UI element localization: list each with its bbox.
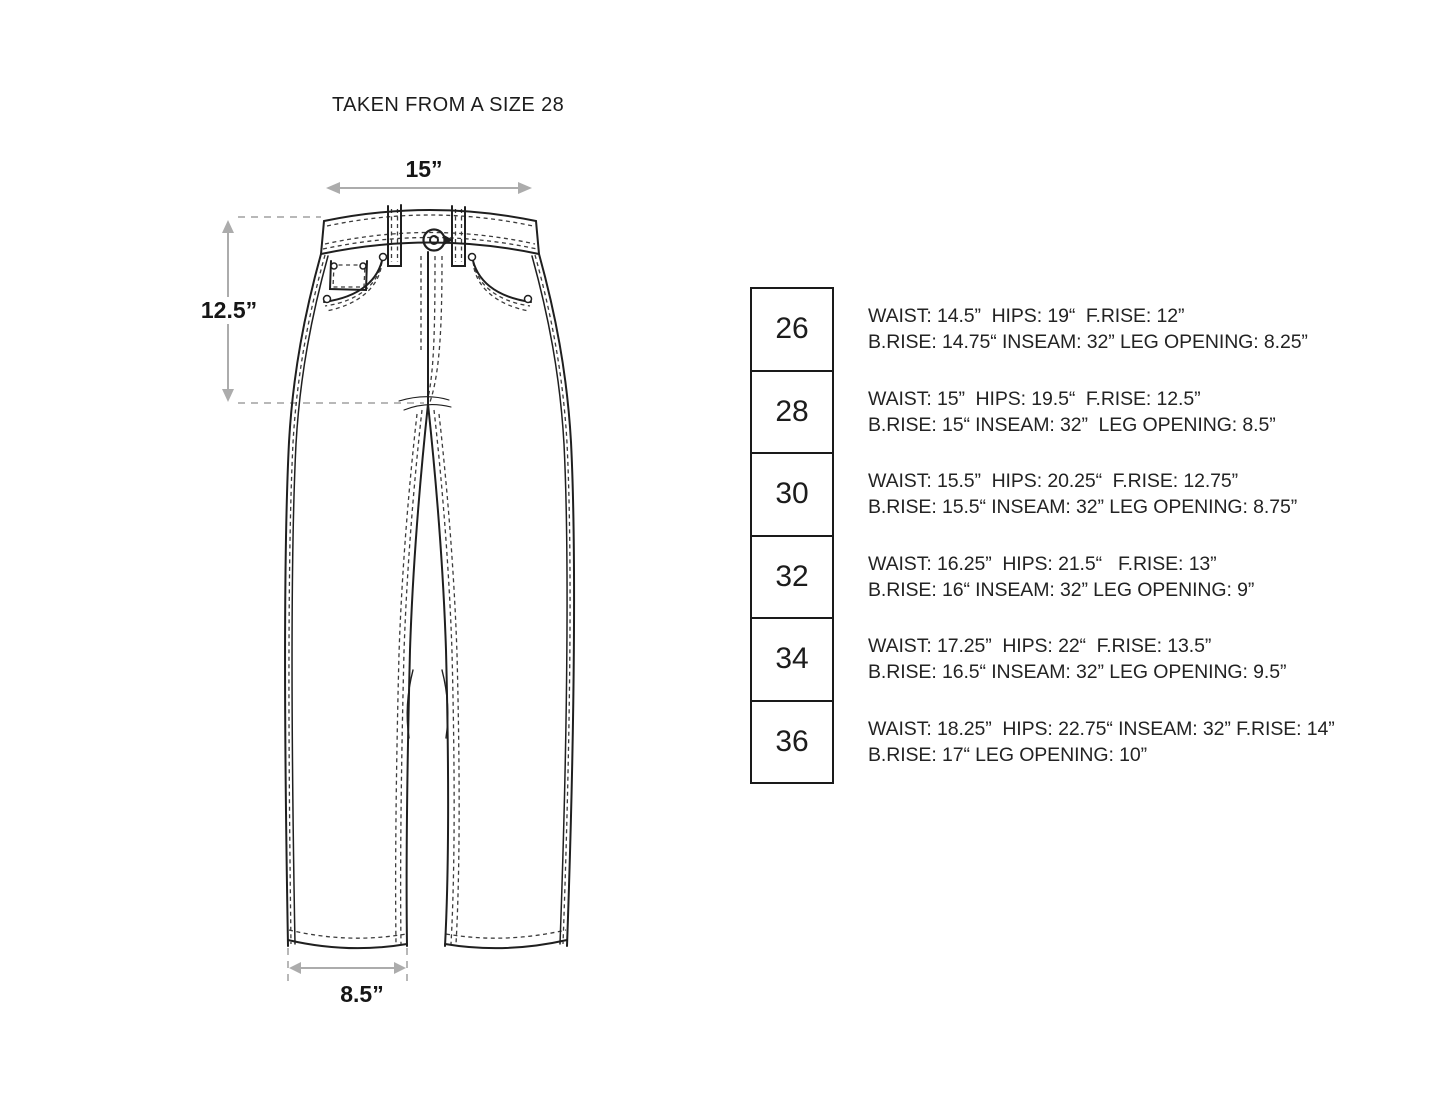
waistband-top xyxy=(324,210,536,221)
size-number: 36 xyxy=(750,700,834,785)
front-pocket-right xyxy=(472,256,531,302)
spec-line-1: WAIST: 15” HIPS: 19.5“ F.RISE: 12.5” xyxy=(868,387,1201,410)
side-seam-left xyxy=(285,254,321,946)
spec-line-2: B.RISE: 16“ INSEAM: 32” LEG OPENING: 9” xyxy=(868,578,1255,601)
spec-line-1: WAIST: 16.25” HIPS: 21.5“ F.RISE: 13” xyxy=(868,552,1217,575)
spec-line-2: B.RISE: 15“ INSEAM: 32” LEG OPENING: 8.5” xyxy=(868,413,1276,436)
size-number: 28 xyxy=(750,370,834,455)
size-specs xyxy=(868,633,1286,685)
size-specs xyxy=(868,386,1276,438)
spec-line-1: WAIST: 17.25” HIPS: 22“ F.RISE: 13.5” xyxy=(868,635,1212,658)
spec-line-1: WAIST: 18.25” HIPS: 22.75“ INSEAM: 32” F.RISE: 14” xyxy=(868,717,1335,740)
spec-line-2: B.RISE: 17“ LEG OPENING: 10” xyxy=(868,743,1147,766)
spec-line-2: B.RISE: 14.75“ INSEAM: 32” LEG OPENING: 8.25” xyxy=(868,331,1308,354)
waist-width-label: 15” xyxy=(405,156,443,182)
table-row xyxy=(750,287,1335,372)
belt-loop xyxy=(388,205,401,266)
table-row xyxy=(750,452,1335,537)
dimension-guides xyxy=(238,217,424,986)
dimension-arrows xyxy=(222,182,532,974)
size-number: 32 xyxy=(750,535,834,620)
size-specs xyxy=(868,551,1254,603)
spec-line-1: WAIST: 15.5” HIPS: 20.25“ F.RISE: 12.75” xyxy=(868,470,1239,493)
size-specs xyxy=(868,303,1308,355)
stitching-lines xyxy=(289,209,570,944)
size-specs xyxy=(868,468,1297,520)
waistband-bottom xyxy=(321,243,539,255)
hem-left xyxy=(288,940,407,948)
table-row xyxy=(750,370,1335,455)
size-specs xyxy=(868,716,1335,768)
page-title: TAKEN FROM A SIZE 28 xyxy=(332,94,565,116)
jeans-outline xyxy=(285,205,574,948)
hem-right xyxy=(445,940,567,948)
spec-line-1: WAIST: 14.5” HIPS: 19“ F.RISE: 12” xyxy=(868,305,1185,328)
table-row xyxy=(750,535,1335,620)
inseam-left xyxy=(407,404,428,946)
inseam-right xyxy=(428,404,448,946)
leg-opening-label: 8.5” xyxy=(340,981,384,1007)
front-rise-label: 12.5” xyxy=(193,297,265,324)
spec-line-2: B.RISE: 16.5“ INSEAM: 32” LEG OPENING: 9.5” xyxy=(868,661,1287,684)
size-number: 34 xyxy=(750,617,834,702)
size-table xyxy=(750,287,1335,784)
size-number: 26 xyxy=(750,287,834,372)
side-seam-right xyxy=(539,254,574,946)
table-row xyxy=(750,700,1335,785)
table-row xyxy=(750,617,1335,702)
spec-line-2: B.RISE: 15.5“ INSEAM: 32” LEG OPENING: 8.75” xyxy=(868,496,1298,519)
size-number: 30 xyxy=(750,452,834,537)
